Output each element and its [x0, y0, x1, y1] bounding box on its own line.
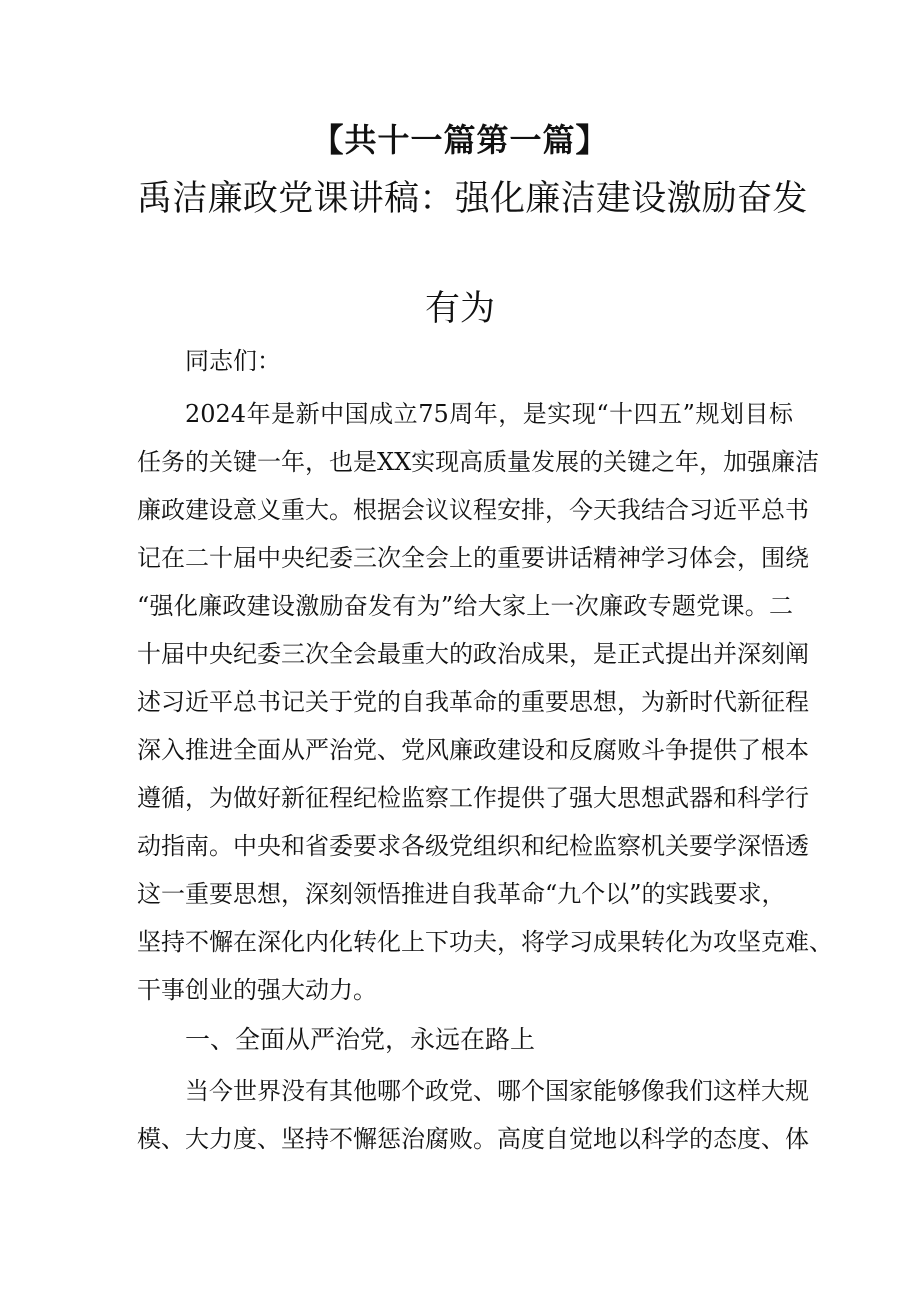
paragraph-2-line: 模、大力度、坚持不懈惩治腐败。高度自觉地以科学的态度、体	[137, 1125, 809, 1153]
greeting: 同志们：	[185, 347, 281, 375]
paragraph-1-line: “强化廉政建设激励奋发有为”给大家上一次廉政专题党课。二	[137, 592, 793, 620]
paragraph-1-line: 2024年是新中国成立75周年，是实现“十四五”规划目标	[185, 400, 793, 428]
paragraph-1-line: 遵循，为做好新征程纪检监察工作提供了强大思想武器和科学行	[137, 784, 809, 812]
paragraph-1-line: 记在二十届中央纪委三次全会上的重要讲话精神学习体会，围绕	[137, 544, 809, 572]
paragraph-2-line: 当今世界没有其他哪个政党、哪个国家能够像我们这样大规	[185, 1077, 809, 1105]
paragraph-1-line: 任务的关键一年，也是XX实现高质量发展的关键之年，加强廉洁	[137, 448, 820, 476]
paragraph-1-line: 这一重要思想，深刻领悟推进自我革命“九个以”的实践要求，	[137, 880, 786, 908]
section-heading-1: 一、全面从严治党，永远在路上	[185, 1025, 536, 1054]
document-title-line-1: 禹洁廉政党课讲稿：强化廉洁建设激励奋发	[137, 179, 808, 219]
paragraph-1-line: 干事创业的强大动力。	[137, 976, 377, 1004]
paragraph-1-line: 述习近平总书记关于党的自我革命的重要思想，为新时代新征程	[137, 688, 809, 716]
paragraph-1-line: 廉政建设意义重大。根据会议议程安排，今天我结合习近平总书	[137, 496, 809, 524]
document-title-line-2: 有为	[424, 289, 495, 329]
paragraph-1-line: 动指南。中央和省委要求各级党组织和纪检监察机关要学深悟透	[137, 832, 809, 860]
paragraph-1-line: 十届中央纪委三次全会最重大的政治成果，是正式提出并深刻阐	[137, 640, 809, 668]
paragraph-1-line: 深入推进全面从严治党、党风廉政建设和反腐败斗争提供了根本	[137, 736, 809, 764]
paragraph-1-line: 坚持不懈在深化内化转化上下功夫，将学习成果转化为攻坚克难、	[137, 928, 833, 956]
series-mark: 【共十一篇第一篇】	[311, 121, 609, 159]
